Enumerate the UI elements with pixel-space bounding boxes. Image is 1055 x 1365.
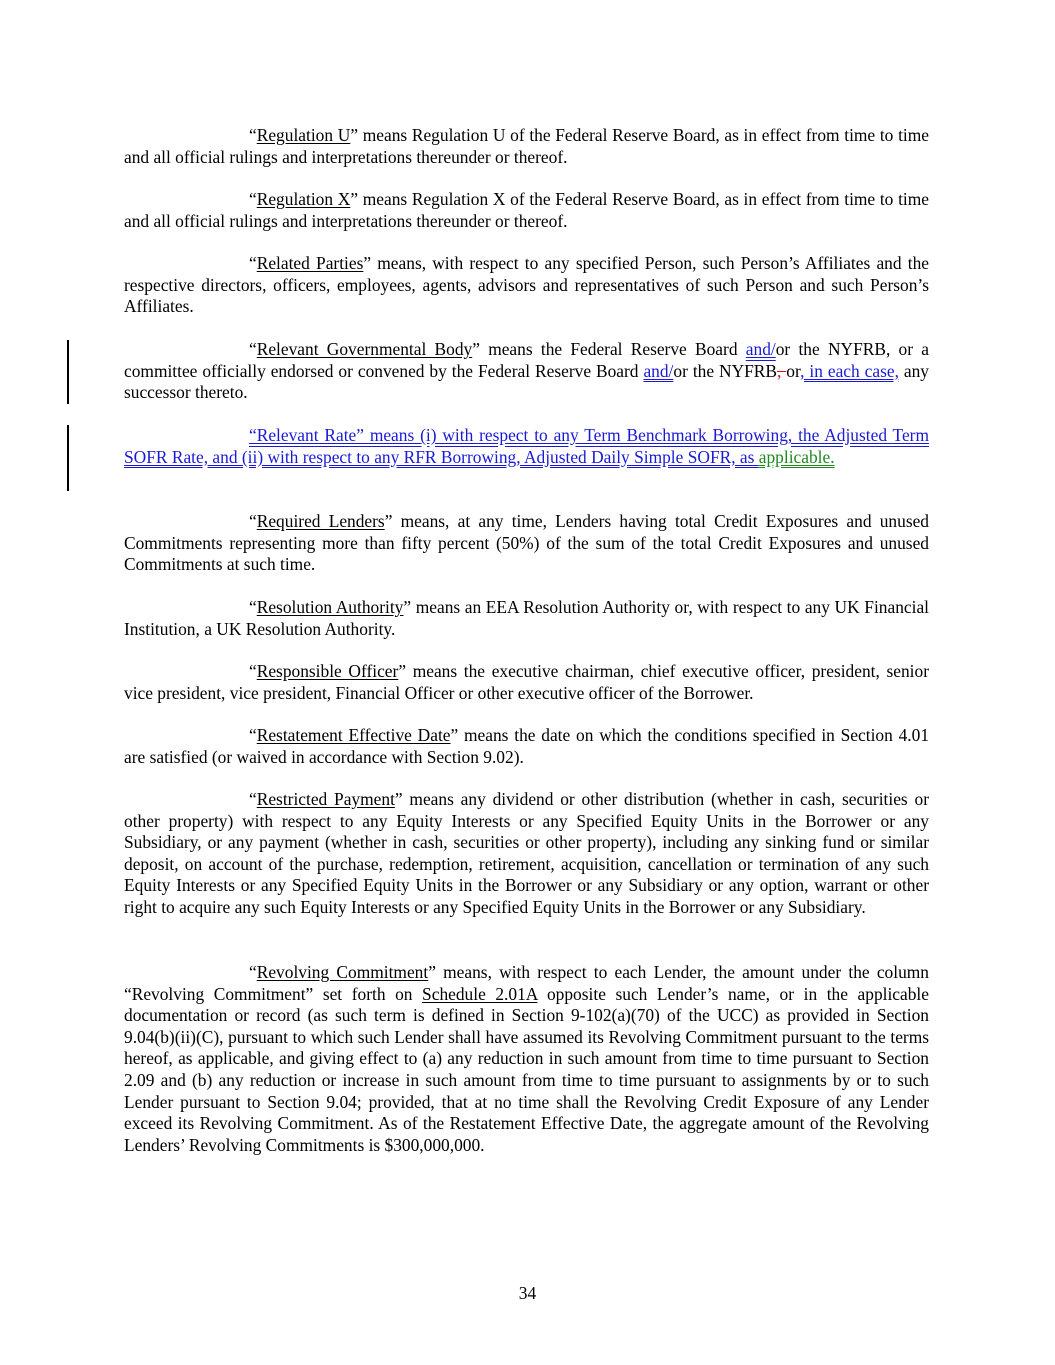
open-quote: “ xyxy=(249,339,257,359)
definition-relevant-rate xyxy=(124,425,929,468)
definition-text: ” means Regulation X of the Federal Reserve Board, as in effect from time to time and all official rulings and interpretations thereunder or thereof. xyxy=(124,189,929,231)
change-bar xyxy=(67,425,69,491)
definition-regulation-x xyxy=(124,189,929,232)
defined-term: Relevant Governmental Body xyxy=(256,339,473,359)
inserted-text: , in each case, xyxy=(800,360,899,381)
definition-restatement-effective-date xyxy=(124,725,929,768)
inserted-text: “Relevant Rate” means (i) with respect to any Term Benchmark Borrowing, the Adjusted Term SOFR Rate, and (ii) with respect to any RFR Borrowing, Adjusted Daily Simple SOFR, as xyxy=(124,425,929,467)
defined-term: Restricted Payment xyxy=(256,789,395,809)
deleted-text: , xyxy=(777,360,787,381)
definition-responsible-officer xyxy=(124,661,929,704)
open-quote: “ xyxy=(249,597,257,617)
definition-resolution-authority xyxy=(124,597,929,640)
defined-term: Resolution Authority xyxy=(256,597,404,617)
defined-term: Responsible Officer xyxy=(256,661,399,681)
defined-term: Revolving Commitment xyxy=(256,962,429,982)
open-quote: “ xyxy=(249,661,257,681)
definition-text: any successor thereto. xyxy=(124,360,929,403)
open-quote: “ xyxy=(249,962,257,982)
open-quote: “ xyxy=(249,725,257,745)
open-quote: “ xyxy=(249,511,257,531)
definition-relevant-governmental-body xyxy=(124,339,929,404)
definition-related-parties xyxy=(124,253,929,318)
definition-text: opposite such Lender’s name, or in the applicable documentation or record (as such term is defined in Section 9-102(a)(70) of the UCC) as provided in Section 9.04(b)(ii)(C), pursuant to which such Lender shall have assumed its Revolving Commitment pursuant to the terms hereof, as applicable, and giving effect to (a) any reduction in such amount from time to time pursuant to Section 2.09 and (b) any reduction or increase in such amount from time to time pursuant to assignments by or to such Lender pursuant to Section 9.04; provided, that at no time shall the Revolving Credit Exposure of any Lender exceed its Revolving Commitment. As of the Restatement Effective Date, the aggregate amount of the Revolving Lenders’ Revolving Commitments is $300,000,000. xyxy=(124,983,929,1155)
definition-required-lenders xyxy=(124,511,929,576)
definition-text: ” means an EEA Resolution Authority or, with respect to any UK Financial Institution, a UK Resolution Authority. xyxy=(124,597,929,639)
open-quote: “ xyxy=(249,125,257,145)
definition-text: ” means the Federal Reserve Board xyxy=(472,339,746,359)
defined-term: Regulation X xyxy=(256,189,351,209)
page-number: 34 xyxy=(518,1283,537,1303)
definition-text: ” means any dividend or other distribution (whether in cash, securities or other property) with respect to any Equity Interests or any Specified Equity Units in the Borrower or any Subsidiary, or any payment (whether in cash, securities or other property), including any sinking fund or similar deposit, on account of the purchase, redemption, retirement, acquisition, cancellation or termination of any such Equity Interests or any Specified Equity Units in the Borrower or any Subsidiary or any option, warrant or other right to acquire any such Equity Interests or any Specified Equity Units in the Borrower or any Subsidiary. xyxy=(124,789,929,917)
definition-text: or the NYFRB, or a committee officially endorsed or convened by the Federal Reserve Board xyxy=(124,339,930,381)
defined-term: Required Lenders xyxy=(256,511,385,531)
defined-term: Restatement Effective Date xyxy=(256,725,451,745)
definition-text: ” means, at any time, Lenders having total Credit Exposures and unused Commitments representing more than fifty percent (50%) of the sum of the total Credit Exposures and unused Commitments at such time. xyxy=(124,511,929,575)
definition-text: ” means the executive chairman, chief executive officer, president, senior vice president, vice president, Financial Officer or other executive officer of the Borrower. xyxy=(124,661,929,703)
inserted-text: and/ xyxy=(643,360,674,381)
definition-text: ” means, with respect to each Lender, the amount under the column “Revolving Commitment” set forth on xyxy=(124,962,929,1004)
definition-text: or xyxy=(786,360,801,381)
definition-text: or the NYFRB xyxy=(673,360,777,381)
defined-term: Related Parties xyxy=(256,253,364,273)
inserted-text: and/ xyxy=(745,339,776,359)
definition-text: ” means the date on which the conditions specified in Section 4.01 are satisfied (or waived in accordance with Section 9.02). xyxy=(124,725,930,767)
definition-revolving-commitment xyxy=(124,962,929,1156)
open-quote: “ xyxy=(249,789,257,809)
open-quote: “ xyxy=(249,253,257,273)
open-quote: “ xyxy=(249,189,257,209)
definition-text: ” means, with respect to any specified Person, such Person’s Affiliates and the respective directors, officers, employees, agents, advisors and representatives of such Person and such Person’s Affiliates. xyxy=(124,253,929,317)
change-bar xyxy=(67,340,69,404)
schedule-reference: Schedule 2.01A xyxy=(422,983,538,1004)
definition-text: ” means Regulation U of the Federal Reserve Board, as in effect from time to time and all official rulings and interpretations thereunder or thereof. xyxy=(124,125,929,167)
inserted-text-moved: applicable. xyxy=(758,446,835,467)
definition-regulation-u xyxy=(124,125,929,168)
defined-term: Regulation U xyxy=(256,125,351,145)
definition-restricted-payment xyxy=(124,789,929,919)
